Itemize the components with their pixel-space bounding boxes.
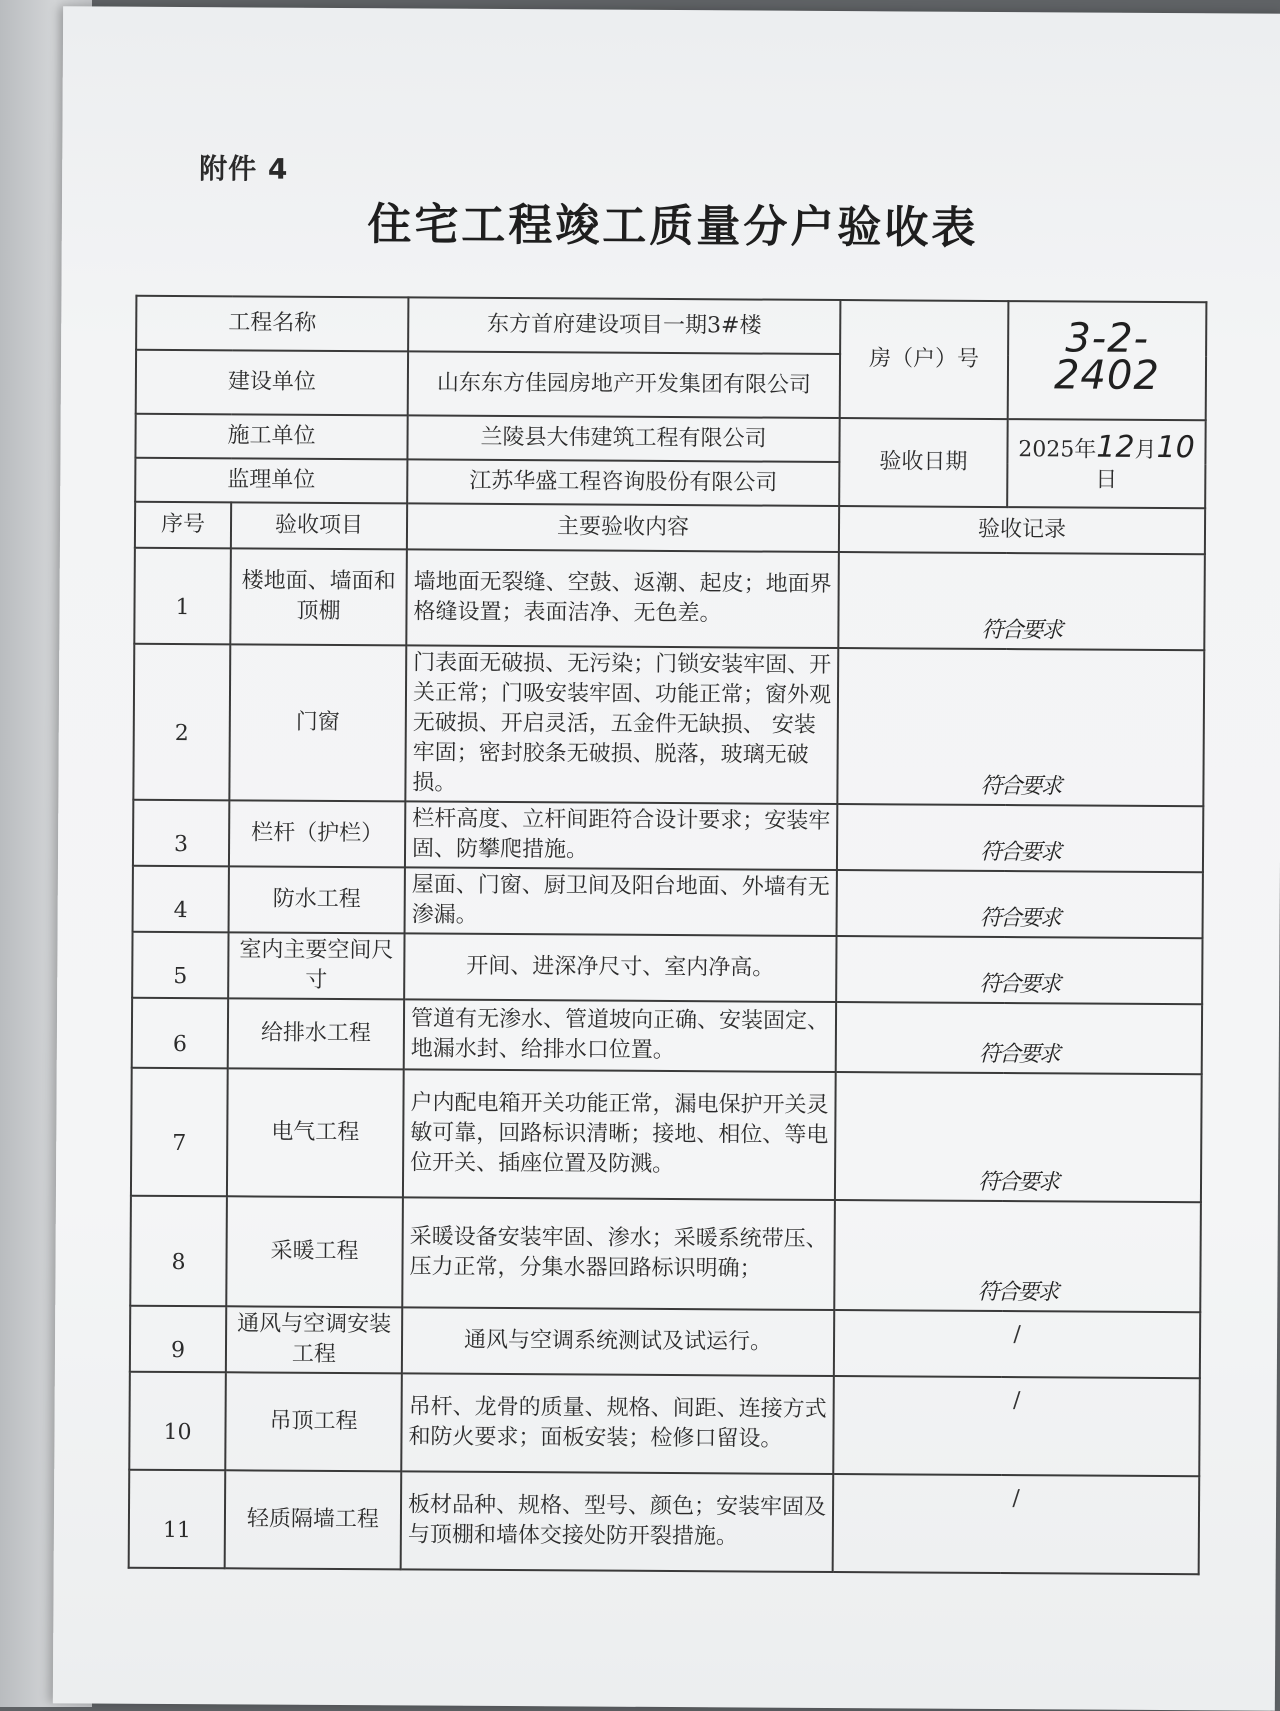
info-row-contractor	[135, 414, 1205, 465]
row-number: 11	[129, 1470, 226, 1569]
table-row	[131, 1068, 1202, 1203]
column-header-row	[135, 502, 1205, 555]
date-month-unit: 月	[1134, 437, 1157, 463]
row-record-handwritten: 符合要求	[836, 1002, 1202, 1074]
date-day-handwritten: 10	[1156, 429, 1195, 465]
column-header-item: 验收项目	[231, 502, 407, 549]
row-number: 8	[130, 1196, 227, 1307]
row-record-slash: /	[833, 1376, 1200, 1476]
row-content: 吊杆、龙骨的质量、规格、间距、连接方式和防火要求；面板安装；检修口留设。	[401, 1373, 834, 1474]
row-number: 5	[132, 932, 228, 999]
acceptance-form-table	[128, 295, 1208, 1576]
table-row	[133, 644, 1204, 807]
date-month-handwritten: 12	[1096, 429, 1135, 465]
column-header-content: 主要验收内容	[407, 503, 839, 552]
builder-value: 山东东方佳园房地产开发集团有限公司	[408, 351, 840, 418]
row-record-handwritten: 符合要求	[837, 804, 1203, 872]
row-content: 采暖设备安装牢固、渗水；采暖系统带压、压力正常，分集水器回路标识明确；	[402, 1197, 835, 1310]
row-content: 门表面无破损、无污染；门锁安装牢固、开关正常；门吸安装牢固、功能正常；窗外观无破损、开启灵活，五金件无缺损、 安装牢固；密封胶条无破损、脱落，玻璃无破损。	[405, 645, 838, 804]
table-row	[133, 866, 1203, 939]
row-content: 开间、进深净尺寸、室内净高。	[404, 933, 836, 1002]
column-header-record: 验收记录	[839, 506, 1205, 554]
table-row	[129, 1470, 1200, 1575]
table-row	[134, 548, 1205, 651]
row-item: 给排水工程	[228, 998, 404, 1069]
inspection-date-label: 验收日期	[839, 418, 1008, 507]
builder-label: 建设单位	[136, 350, 408, 416]
row-content: 墙地面无裂缝、空鼓、返潮、起皮；地面界格缝设置；表面洁净、无色差。	[406, 549, 839, 648]
row-record-handwritten: 符合要求	[837, 870, 1203, 938]
table-row	[130, 1306, 1200, 1379]
row-item: 楼地面、墙面和顶棚	[230, 548, 407, 645]
document-page	[53, 6, 1280, 1710]
row-item: 吊顶工程	[225, 1372, 402, 1471]
supervisor-value: 江苏华盛工程咨询股份有限公司	[407, 459, 839, 506]
row-item: 采暖工程	[226, 1196, 403, 1307]
row-item: 室内主要空间尺寸	[228, 932, 404, 999]
info-row-project	[136, 296, 1206, 357]
row-record-handwritten: 符合要求	[836, 936, 1202, 1004]
row-record-handwritten: 符合要求	[838, 552, 1205, 650]
room-number-cell	[1008, 301, 1207, 420]
row-content: 通风与空调系统测试及试运行。	[402, 1307, 834, 1376]
row-record-slash: /	[834, 1310, 1200, 1378]
row-item: 电气工程	[227, 1068, 404, 1197]
table-row	[129, 1372, 1200, 1477]
row-number: 1	[134, 548, 231, 645]
row-number: 7	[131, 1068, 228, 1197]
row-number: 9	[130, 1306, 226, 1373]
row-number: 3	[133, 800, 229, 867]
row-record-handwritten: 符合要求	[834, 1200, 1201, 1312]
row-number: 4	[133, 866, 229, 933]
row-content: 管道有无渗水、管道坡向正确、安装固定、地漏水封、给排水口位置。	[404, 999, 836, 1072]
date-year: 2025年	[1018, 436, 1097, 463]
table-row	[132, 932, 1202, 1005]
row-item: 通风与空调安装工程	[226, 1306, 402, 1373]
row-item: 轻质隔墙工程	[225, 1470, 402, 1569]
room-number-label: 房（户）号	[840, 300, 1009, 419]
room-number-handwritten: 3-2-2402	[1053, 315, 1161, 399]
date-day-unit: 日	[1095, 467, 1118, 493]
inspection-date-cell	[1007, 419, 1206, 508]
row-record-handwritten: 符合要求	[837, 648, 1204, 806]
row-content: 板材品种、规格、型号、颜色；安装牢固及与顶棚和墙体交接处防开裂措施。	[401, 1471, 834, 1572]
row-content: 栏杆高度、立杆间距符合设计要求；安装牢固、防攀爬措施。	[405, 801, 837, 870]
row-record-handwritten: 符合要求	[835, 1072, 1202, 1202]
table-row	[132, 998, 1202, 1075]
row-item: 防水工程	[229, 866, 405, 933]
contractor-label: 施工单位	[135, 414, 407, 460]
row-content: 屋面、门窗、厨卫间及阳台地面、外墙有无渗漏。	[405, 867, 837, 936]
row-number: 6	[132, 998, 228, 1069]
table-row	[130, 1196, 1201, 1313]
row-number: 10	[129, 1372, 226, 1471]
project-name-value: 东方首府建设项目一期3#楼	[408, 297, 840, 354]
contractor-value: 兰陵县大伟建筑工程有限公司	[407, 415, 839, 462]
attachment-label: 附件 4	[199, 152, 289, 186]
column-header-seq: 序号	[135, 502, 231, 549]
row-record-slash: /	[833, 1474, 1200, 1574]
document-title: 住宅工程竣工质量分户验收表	[367, 199, 979, 254]
project-name-label: 工程名称	[136, 296, 408, 352]
table-row	[133, 800, 1203, 873]
supervisor-label: 监理单位	[135, 458, 407, 504]
row-item: 栏杆（护栏）	[229, 800, 405, 867]
row-number: 2	[133, 644, 230, 801]
row-item: 门窗	[229, 644, 406, 801]
row-content: 户内配电箱开关功能正常，漏电保护开关灵敏可靠，回路标识清晰；接地、相位、等电位开关、插座位置及防溅。	[403, 1069, 836, 1200]
